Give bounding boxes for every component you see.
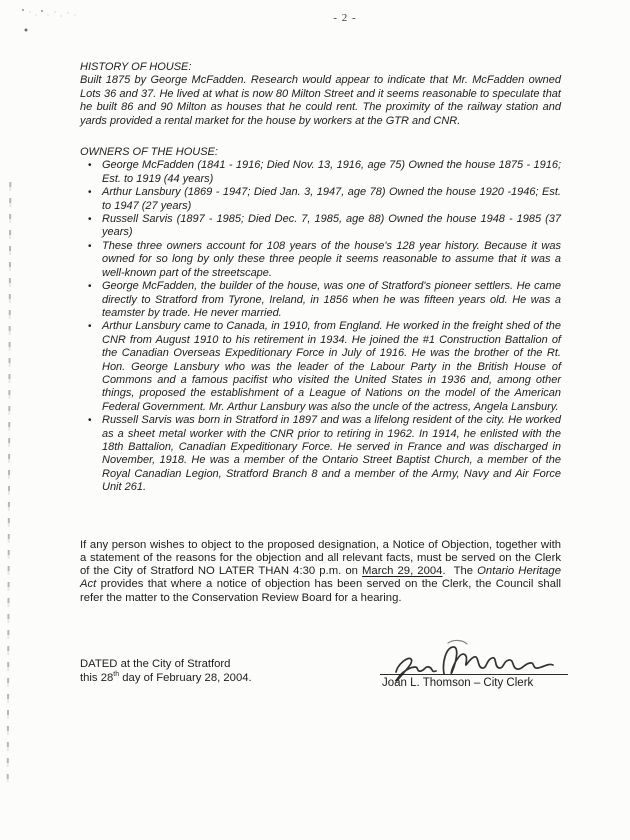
bullet-icon: • <box>88 281 92 293</box>
history-heading: HISTORY OF HOUSE: <box>80 61 192 73</box>
list-item-text: Russell Sarvis was born in Stratford in 1897 and was a lifelong resident of the city. He worked as a sheet metal worker with the CNR prior to retiring in 1962. In 1914, he enlisted with the 18th Battalion, Canadian Expeditionary Force. He served in France and was discharged in November, 1918. He was a member of the Ontario Street Baptist Church, a member of the Royal Canadian Legion, Stratford Branch 8 and a member of the Army, Navy and Air Force Unit 261. <box>102 414 561 494</box>
signature-caption: Joan L. Thomson – City Clerk <box>382 677 534 689</box>
objection-lead: If any person wishes to object to the proposed designation, a Notice of Objection, together with a statement of the reasons for the objection and all relevant facts, must be served on the Clerk of the City of Stratford NO LATER THAN 4:30 p.m. on <box>80 538 561 578</box>
list-item-text: These three owners account for 108 years of the house's 128 year history. Because it was owned for so long by only these three people it seems reasonable to assume that it was a well-known part of the streetscape. <box>102 239 561 279</box>
objection-tail: provides that where a notice of objection has been served on the Clerk, the Council shall refer the matter to the Conservation Review Board for a hearing. <box>80 578 561 604</box>
objection-deadline-date: March 29, 2004 <box>362 565 443 578</box>
page-number: - 2 - <box>333 12 357 24</box>
act-title: Ontario Heritage Act <box>80 565 561 591</box>
list-item-text: George McFadden, the builder of the house, was one of Stratford's pioneer settlers. He came directly to Stratford from Tyrone, Ireland, in 1856 when he was fifteen years old. He was a teamster by trade. He never married. <box>102 280 561 319</box>
dated-line2-prefix: this 28 <box>80 672 114 684</box>
list-item <box>80 213 561 240</box>
dated-line2-ordinal: th <box>113 671 120 679</box>
list-item <box>80 240 561 280</box>
list-item <box>80 414 561 494</box>
list-item <box>80 320 561 414</box>
dated-line2-suffix: day of February 28, 2004. <box>119 672 252 684</box>
dated-block <box>80 657 252 685</box>
dated-line-2 <box>80 671 252 685</box>
list-item <box>80 280 561 320</box>
bullet-icon: • <box>88 415 92 427</box>
objection-paragraph <box>80 539 561 605</box>
owners-list <box>80 159 561 494</box>
list-item-text: Russell Sarvis (1897 - 1985; Died Dec. 7, 1985, age 88) Owned the house 1948 - 1985 (37 years) <box>102 213 561 239</box>
bullet-icon: • <box>88 160 92 172</box>
bullet-icon: • <box>88 240 92 252</box>
list-item <box>80 159 561 186</box>
owners-heading: OWNERS OF THE HOUSE: <box>80 146 218 159</box>
list-item-text: Arthur Lansbury (1869 - 1947; Died Jan. 3, 1947, age 78) Owned the house 1920 -1946; Est. to 1947 (27 years) <box>102 186 561 212</box>
pencil-marks <box>22 9 24 11</box>
signature-block <box>378 636 570 694</box>
list-item <box>80 186 561 213</box>
scan-crease-line <box>7 182 12 782</box>
objection-mid: . The <box>442 565 478 578</box>
list-item-text: Arthur Lansbury came to Canada, in 1910, from England. He worked in the freight shed of the CNR from August 1910 to his retirement in 1934. He joined the #1 Construction Battalion of the Canadian Overseas Expeditionary Force in July of 1916. He was the brother of the Rt. Hon. George Lansbury who was the leader of the Labour Party in the British House of Commons and a famous pacifist who visited the United States in 1936 and, among other things, proposed the establishment of a League of Nations on the model of the American Federal Government. Mr. Arthur Lansbury was also the uncle of the actress, Angela Lansbury. <box>102 320 561 413</box>
bullet-icon: • <box>88 214 92 226</box>
dated-line-1: DATED at the City of Stratford <box>80 658 231 670</box>
bullet-icon: • <box>88 321 92 333</box>
history-paragraph: Built 1875 by George McFadden. Research would appear to indicate that Mr. McFadden owned Lots 36 and 37. He lived at what is now 80 Milton Street and it seems reasonable to speculate that he built 86 and 90 Milton as houses that he could rent. The proximity of the railway station and yards provided a rental market for the house by workers at the GTR and CNR. <box>80 74 561 127</box>
list-item-text: George McFadden (1841 - 1916; Died Nov. 13, 1916, age 75) Owned the house 1875 - 1916; Est. to 1919 (44 years) <box>102 159 561 185</box>
bullet-icon: • <box>88 187 92 199</box>
document-body <box>80 61 561 605</box>
